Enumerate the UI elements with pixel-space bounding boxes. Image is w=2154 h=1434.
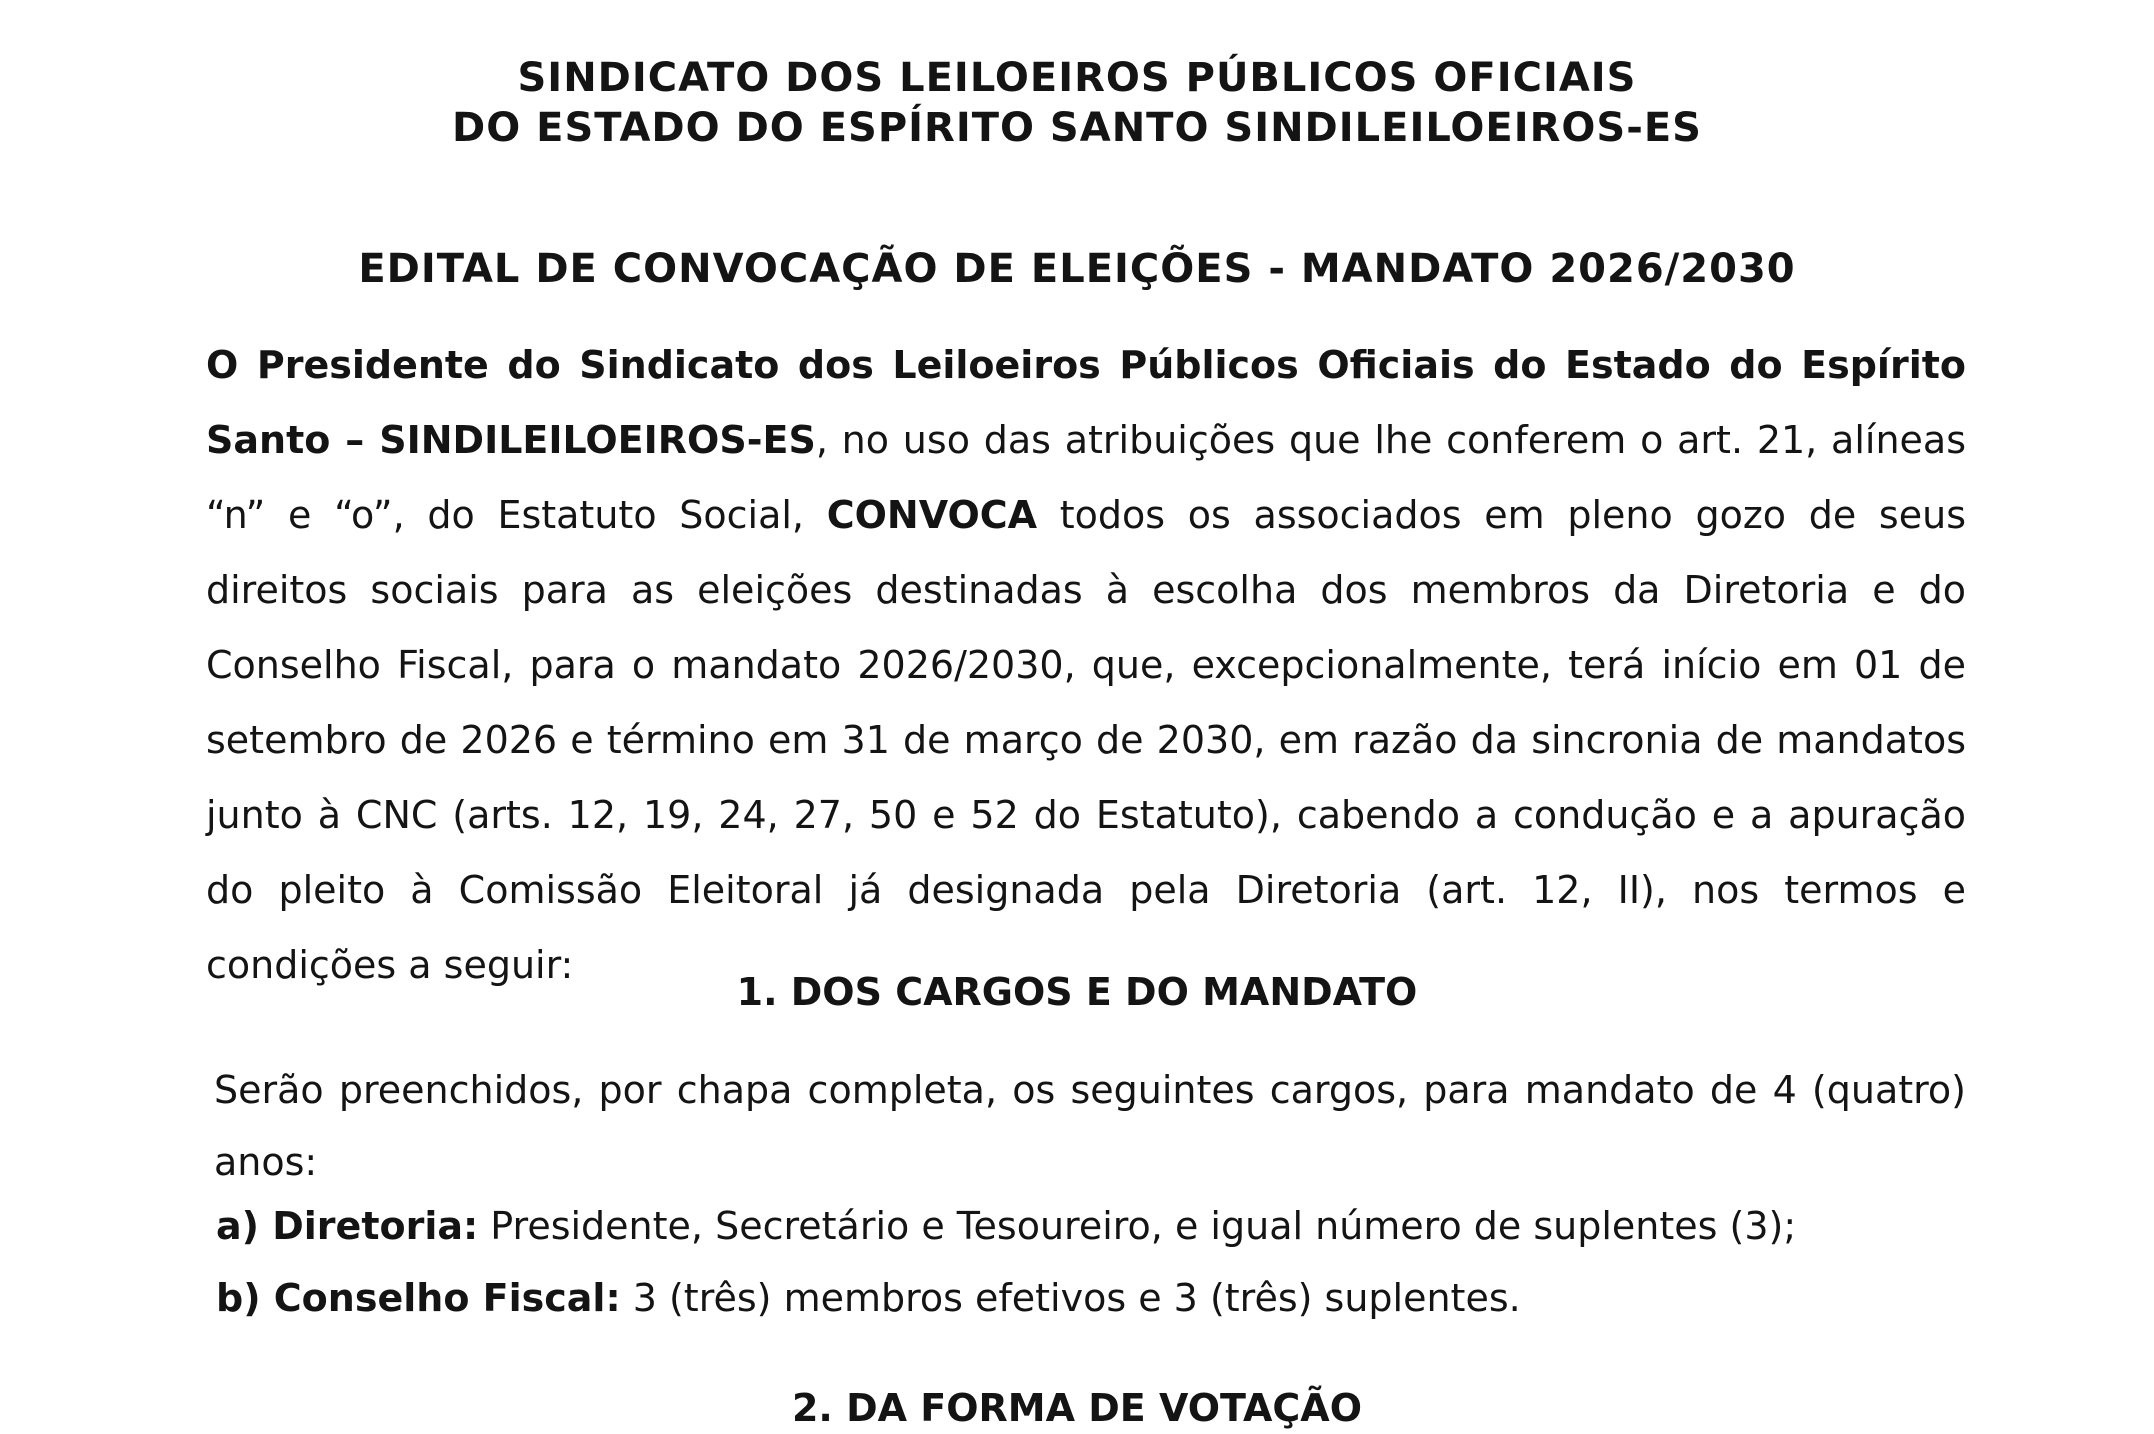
section-2-heading: 2. DA FORMA DE VOTAÇÃO	[791, 1386, 1363, 1430]
intro-bold-convoca: CONVOCA	[826, 493, 1038, 537]
intro-text-2: todos os associados em pleno gozo de seus direitos sociais para as eleições destinadas à escolha dos membros da Diretoria e do Conselho Fiscal, para o mandato 2026/2030, que, excepcionalmente, terá início em 01 de setembro de 2026 e término em 31 de março de 2030, em razão da sincronia de mandatos junto à CNC (arts. 12, 19, 24, 27, 50 e 52 do Estatuto), cabendo a condução e a apuração do pleito à Comissão Eleitoral já designada pela Diretoria (art. 12, II), nos termos e condições a seguir:	[206, 493, 1966, 987]
intro-text-1: , no uso das atribuições que lhe conferem o art. 21, alíneas “n” e “o”, do Estatuto Social,	[206, 418, 1966, 537]
list-item-label: a) Diretoria:	[216, 1204, 479, 1248]
list-item-label: b) Conselho Fiscal:	[216, 1276, 621, 1320]
list-item	[216, 1276, 1976, 1320]
header-line-1: SINDICATO DOS LEILOEIROS PÚBLICOS OFICIAIS	[517, 55, 1637, 101]
intro-bold-subject: O Presidente do Sindicato dos Leiloeiros Públicos Oficiais do Estado do Espírito Santo – SINDILEILOEIROS-ES	[206, 343, 1966, 462]
list-item-text: Presidente, Secretário e Tesoureiro, e igual número de suplentes (3);	[478, 1204, 1797, 1248]
document-title: EDITAL DE CONVOCAÇÃO DE ELEIÇÕES - MANDATO 2026/2030	[358, 246, 1796, 292]
section-1-paragraph: Serão preenchidos, por chapa completa, os seguintes cargos, para mandato de 4 (quatro) anos:	[214, 1068, 1966, 1184]
list-item	[216, 1204, 1976, 1248]
intro-paragraph	[206, 328, 1966, 1003]
section-1-heading: 1. DOS CARGOS E DO MANDATO	[736, 970, 1418, 1014]
list-item-text: 3 (três) membros efetivos e 3 (três) suplentes.	[620, 1276, 1521, 1320]
header-line-2: DO ESTADO DO ESPÍRITO SANTO SINDILEILOEIROS-ES	[452, 105, 1702, 151]
